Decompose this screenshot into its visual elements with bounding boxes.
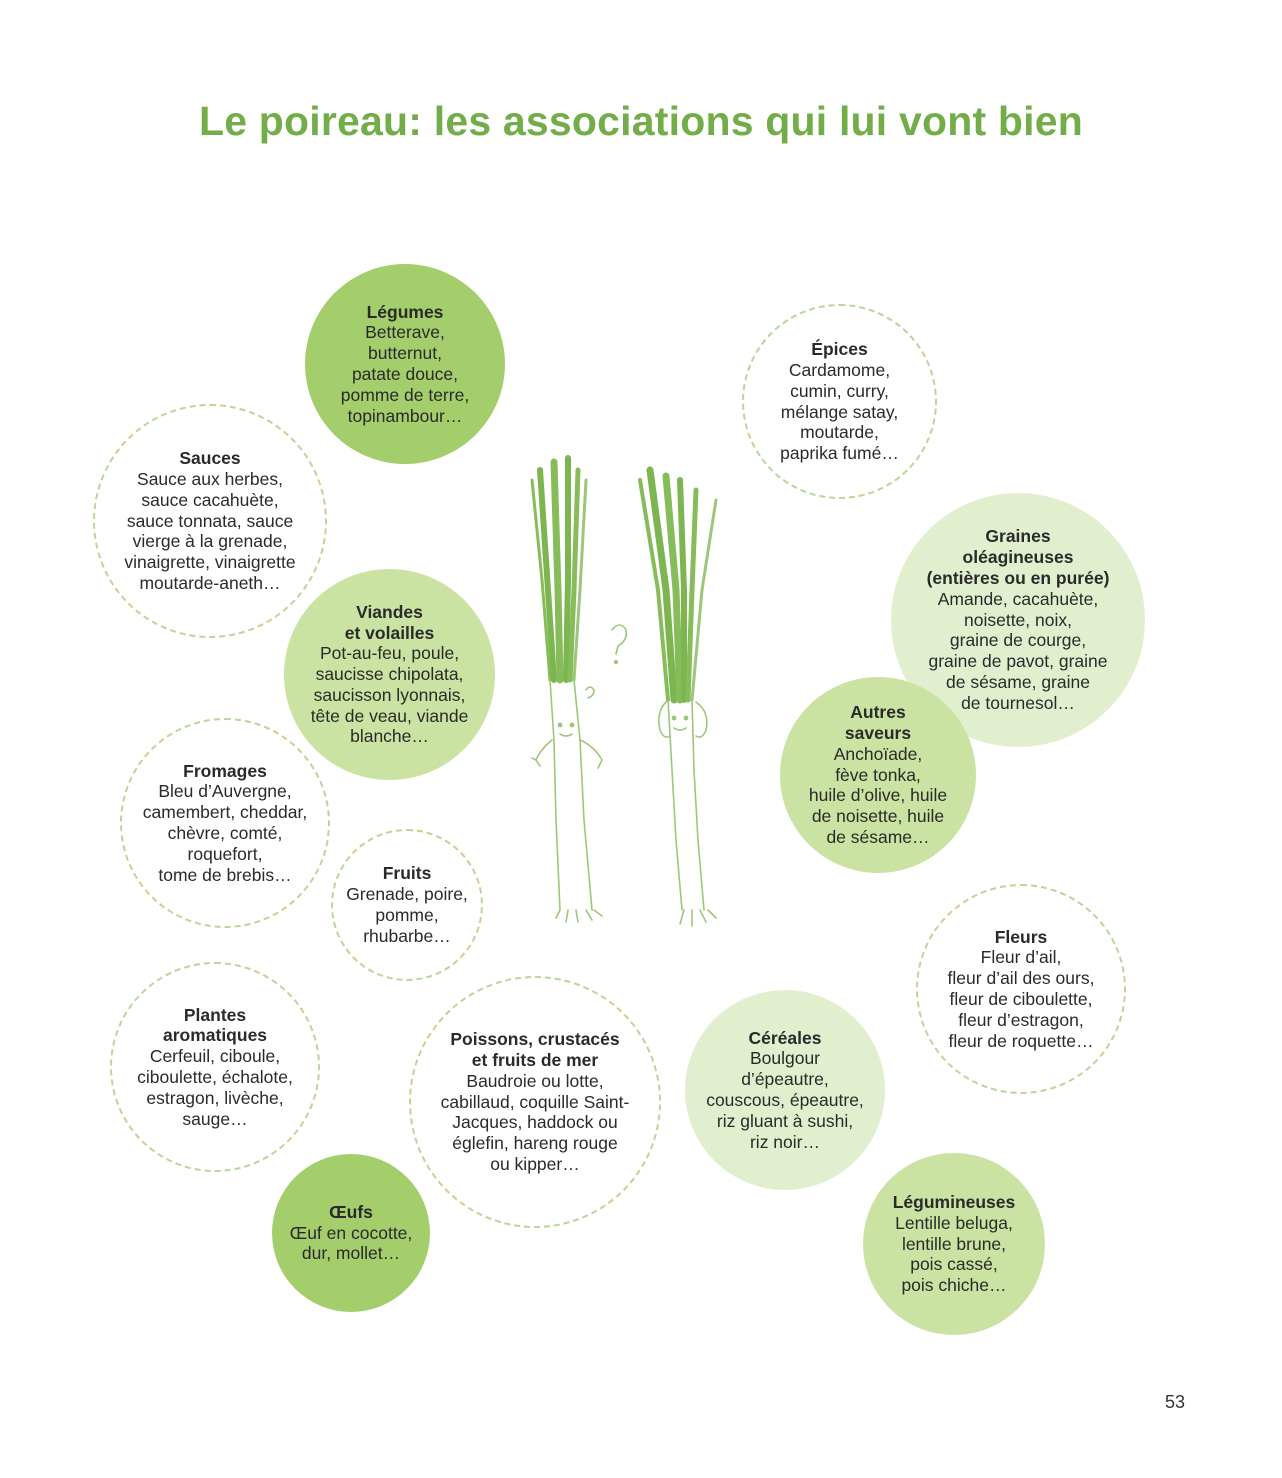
bubble-sauces-title: Sauces [179,448,241,469]
bubble-fruits [331,829,483,981]
bubble-autres-saveurs-text: Anchoïade, fève tonka, huile d’olive, huile de noisette, huile de sésame… [808,743,948,847]
bubble-sauces-text: Sauce aux herbes, sauce cacahuète, sauce tonnata, sauce vierge à la grenade, vinaigrette, vinaigrette moutarde-aneth… [124,469,296,593]
page-number: 53 [1164,1392,1186,1412]
bubble-viandes-title: Viandes et volailles [344,601,435,643]
bubble-legumineuses [863,1153,1045,1335]
bubble-cereales [685,990,885,1190]
bubble-graines-title: Graines oléagineuses (entières ou en purée) [926,526,1110,588]
bubble-autres-saveurs-title: Autres saveurs [844,702,912,743]
bubble-fleurs-title: Fleurs [994,926,1048,947]
bubble-fleurs-text: Fleur d’ail, fleur d’ail des ours, fleur de ciboulette, fleur d’estragon, fleur de roquette… [947,947,1095,1051]
bubble-cereales-text: Boulgour d’épeautre, couscous, épeautre, riz gluant à sushi, riz noir… [706,1048,864,1152]
bubble-oeufs-title: Œufs [329,1201,373,1222]
bubble-poissons [409,976,661,1228]
bubble-graines-text: Amande, cacahuète, noisette, noix, graine de courge, graine de pavot, graine de sésame, graine de tournesol… [928,588,1108,713]
bubble-oeufs [272,1154,430,1312]
bubble-fromages-title: Fromages [183,760,267,781]
bubble-viandes-text: Pot-au-feu, poule, saucisse chipolata, saucisson lyonnais, tête de veau, viande blanche… [310,643,469,747]
bubble-autres-saveurs [780,677,976,873]
bubble-plantes-aromatiques-text: Cerfeuil, ciboule, ciboulette, échalote, estragon, livèche, sauge… [137,1046,293,1129]
leek-characters-illustration [520,440,740,940]
bubble-plantes-aromatiques-title: Plantes aromatiques [162,1004,268,1046]
page-title: Le poireau: les associations qui lui vont bien [198,98,1084,144]
bubble-viandes [284,569,495,780]
bubble-cereales-title: Céréales [748,1027,822,1048]
bubble-fleurs [916,884,1126,1094]
bubble-legumineuses-title: Légumineuses [892,1192,1016,1212]
bubble-fruits-title: Fruits [382,863,432,884]
bubble-fromages [120,718,330,928]
bubble-poissons-title: Poissons, crustacés et fruits de mer [450,1029,620,1070]
bubble-epices-title: Épices [811,339,868,360]
bubble-plantes-aromatiques [110,962,320,1172]
bubble-legumes [305,264,505,464]
bubble-epices [742,304,937,499]
bubble-legumes-text: Betterave, butternut, patate douce, pomme de terre, topinambour… [340,322,470,426]
bubble-fruits-text: Grenade, poire, pomme, rhubarbe… [346,884,468,946]
bubble-sauces [93,404,327,638]
bubble-oeufs-text: Œuf en cocotte, dur, mollet… [289,1222,413,1264]
bubble-epices-text: Cardamome, cumin, curry, mélange satay, moutarde, paprika fumé… [780,359,899,464]
bubble-poissons-text: Baudroie ou lotte, cabillaud, coquille Saint- Jacques, haddock ou églefin, hareng rouge ou kipper… [440,1070,630,1174]
bubble-fromages-text: Bleu d’Auvergne, camembert, cheddar, chèvre, comté, roquefort, tome de brebis… [142,781,308,885]
bubble-legumes-title: Légumes [366,301,444,322]
bubble-legumineuses-text: Lentille beluga, lentille brune, pois cassé, pois chiche… [895,1212,1013,1296]
